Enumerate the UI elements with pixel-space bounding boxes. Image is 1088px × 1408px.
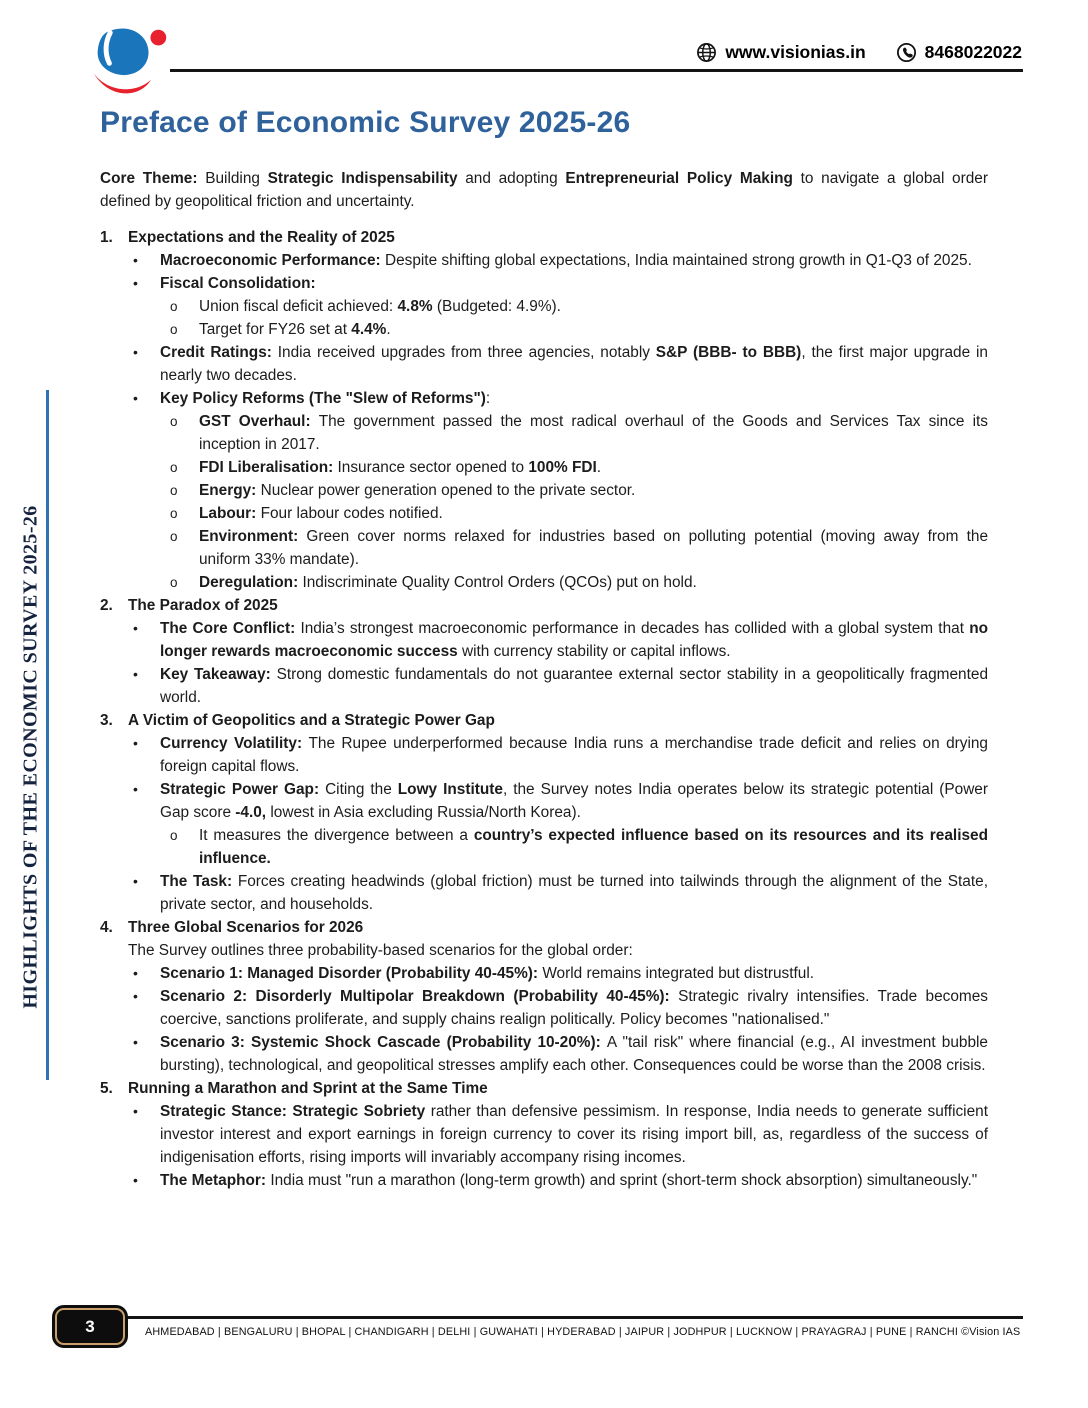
bullet-marker: • xyxy=(133,666,138,682)
list-item xyxy=(100,410,988,456)
core-theme-paragraph xyxy=(100,167,988,213)
circle-marker: o xyxy=(170,460,178,475)
list-item xyxy=(100,571,988,594)
bold-text-run: 4.4% xyxy=(351,321,387,338)
bold-text-run: GST Overhaul: xyxy=(199,413,319,430)
phone-icon xyxy=(896,42,917,63)
list-item xyxy=(100,617,988,663)
bold-text-run: 4.8% xyxy=(397,298,433,315)
list-item-text xyxy=(160,1103,988,1166)
text-run: Target for FY26 set at xyxy=(199,321,352,338)
text-run: lowest in Asia excluding Russia/North Korea). xyxy=(266,804,581,821)
list-item-text xyxy=(160,988,988,1028)
header-divider xyxy=(170,69,1023,72)
bold-text-run: Entrepreneurial Policy Making xyxy=(565,170,793,187)
page-number: 3 xyxy=(85,1316,95,1336)
bold-text-run: Environment: xyxy=(199,528,307,545)
text-run: . xyxy=(386,321,391,338)
page-number-badge xyxy=(55,1308,125,1345)
text-run: India received upgrades from three agencies, notably xyxy=(277,344,656,361)
list-item-text xyxy=(160,344,988,384)
section-heading xyxy=(100,1077,988,1100)
content-sections xyxy=(100,226,988,1192)
circle-marker: o xyxy=(170,529,178,544)
bullet-marker: • xyxy=(133,735,138,751)
list-item-text xyxy=(199,413,988,453)
list-item xyxy=(100,663,988,709)
bold-text-run: Macroeconomic Performance: xyxy=(160,252,385,269)
text-run: Insurance sector opened to xyxy=(337,459,529,476)
text-run: (Budgeted: 4.9%). xyxy=(432,298,561,315)
bold-text-run: Strategic Power Gap: xyxy=(160,781,326,798)
text-run: Nuclear power generation opened to the private sector. xyxy=(260,482,636,499)
bold-text-run: no longer rewards macroeconomic success xyxy=(160,620,988,660)
bullet-marker: • xyxy=(133,275,138,291)
list-item xyxy=(100,387,988,410)
footer-city-list: AHMEDABAD | BENGALURU | BHOPAL | CHANDIGARH | DELHI | GUWAHATI | HYDERABAD | JAIPUR | JODHPUR | LUCKNOW | PRAYAGRAJ | PUNE | RANCHI xyxy=(145,1326,958,1338)
list-item xyxy=(100,249,988,272)
text-run: The Rupee underperformed because India runs a merchandise trade deficit and relies on drying foreign capital flows. xyxy=(160,735,988,775)
text-run: Union fiscal deficit achieved: xyxy=(199,298,398,315)
circle-marker: o xyxy=(170,828,178,843)
text-run: It measures the divergence between a xyxy=(199,827,474,844)
text-run: India’s strongest macroeconomic performance in decades has collided with a global system that xyxy=(300,620,970,637)
list-item-text xyxy=(199,298,561,315)
list-item-text xyxy=(128,942,633,959)
bold-text-run: Scenario 1: Managed Disorder (Probability 40-45%): xyxy=(160,965,543,982)
section-title: The Paradox of 2025 xyxy=(128,597,278,614)
bold-text-run: FDI Liberalisation: xyxy=(199,459,338,476)
text-run: India must "run a marathon (long-term growth) and sprint (short-term shock absorption) simultaneously." xyxy=(270,1172,978,1189)
header-contacts xyxy=(696,42,1022,63)
text-run: Indiscriminate Quality Control Orders (QCOs) put on hold. xyxy=(302,574,697,591)
list-item xyxy=(100,502,988,525)
list-item-text xyxy=(160,873,988,913)
circle-marker: o xyxy=(170,322,178,337)
bullet-marker: • xyxy=(133,252,138,268)
list-item xyxy=(100,341,988,387)
bullet-marker: • xyxy=(133,781,138,797)
list-item xyxy=(100,1169,988,1192)
website-link[interactable]: www.visionias.in xyxy=(725,42,866,62)
bullet-marker: • xyxy=(133,344,138,360)
section-heading xyxy=(100,916,988,939)
bold-text-run: Credit Ratings: xyxy=(160,344,278,361)
list-item-text xyxy=(199,505,443,522)
list-item xyxy=(100,456,988,479)
list-item-text xyxy=(199,321,391,338)
bold-text-run: Deregulation: xyxy=(199,574,303,591)
circle-marker: o xyxy=(170,575,178,590)
text-run: Despite shifting global expectations, India maintained strong growth in Q1-Q3 of 2025. xyxy=(384,252,972,269)
text-run: to navigate a global order defined by geopolitical friction and uncertainty. xyxy=(100,170,988,210)
section-number: 2. xyxy=(100,597,113,614)
bold-text-run: Strategic Indispensability xyxy=(267,170,458,187)
footer-cities xyxy=(145,1326,1023,1338)
section-title: Running a Marathon and Sprint at the Same Time xyxy=(128,1080,488,1097)
list-item-text xyxy=(160,390,490,407)
bullet-marker: • xyxy=(133,873,138,889)
sidebar-vertical-title: HIGHLIGHTS OF THE ECONOMIC SURVEY 2025-26 xyxy=(19,505,42,1009)
list-item-text xyxy=(160,1034,988,1074)
visionias-logo xyxy=(82,26,170,94)
bold-text-run: The Metaphor: xyxy=(160,1172,271,1189)
page-title: Preface of Economic Survey 2025-26 xyxy=(100,106,631,139)
list-item-text xyxy=(199,482,635,499)
bold-text-run: 100% FDI xyxy=(528,459,597,476)
text-run: , the Survey notes India operates below its strategic potential (Power Gap score xyxy=(160,781,988,821)
text-run: , the first major upgrade in nearly two decades. xyxy=(160,344,988,384)
copyright: ©Vision IAS xyxy=(961,1326,1021,1338)
phone-item xyxy=(896,42,1022,63)
section-number: 4. xyxy=(100,919,113,936)
bold-text-run: Strategic Stance: Strategic Sobriety xyxy=(160,1103,431,1120)
section-heading xyxy=(100,226,988,249)
document-content xyxy=(100,167,988,1192)
bold-text-run: The Core Conflict: xyxy=(160,620,301,637)
website-item xyxy=(696,42,865,63)
list-item-text xyxy=(160,620,988,660)
section-title: Expectations and the Reality of 2025 xyxy=(128,229,395,246)
section-heading xyxy=(100,594,988,617)
bold-text-run: Core Theme: xyxy=(100,170,206,187)
text-run: and adopting xyxy=(457,170,566,187)
footer-divider xyxy=(118,1316,1023,1319)
section-title: A Victim of Geopolitics and a Strategic Power Gap xyxy=(128,712,495,729)
bold-text-run: Key Takeaway: xyxy=(160,666,277,683)
text-run: Strategic rivalry intensifies. Trade becomes coercive, sanctions proliferate, and supply chains realign politically. Policy becomes "nationalised." xyxy=(160,988,988,1028)
bold-text-run: S&P (BBB- to BBB) xyxy=(655,344,802,361)
list-item xyxy=(100,985,988,1031)
list-item xyxy=(100,525,988,571)
text-run: The Survey outlines three probability-based scenarios for the global order: xyxy=(128,942,633,959)
section-heading xyxy=(100,709,988,732)
list-item xyxy=(100,479,988,502)
text-run: Building xyxy=(205,170,268,187)
list-item xyxy=(100,1031,988,1077)
bullet-marker: • xyxy=(133,1172,138,1188)
text-run: rather than defensive pessimism. In response, India needs to generate sufficient investor interest and export earnings in foreign currency to cover its rising import bill, as, regardless of the success of indigenisation efforts, rising imports will invariably accompany rising incomes. xyxy=(160,1103,988,1166)
bullet-marker: • xyxy=(133,1034,138,1050)
bold-text-run: country’s expected influence based on its resources and its realised influence. xyxy=(199,827,988,867)
list-item xyxy=(100,295,988,318)
bold-text-run: Scenario 2: Disorderly Multipolar Breakdown (Probability 40-45%): xyxy=(160,988,679,1005)
list-item xyxy=(100,272,988,295)
visionias-logo-graphic xyxy=(82,26,170,94)
text-run: with currency stability or capital inflows. xyxy=(457,643,731,660)
text-run: A "tail risk" where financial (e.g., AI investment bubble bursting), technological, and geopolitical stresses amplify each other. Consequences could be worse than the 2008 crisis. xyxy=(160,1034,988,1074)
list-item-text xyxy=(160,735,988,775)
list-item-text xyxy=(160,1172,977,1189)
list-item xyxy=(100,870,988,916)
text-run: . xyxy=(596,459,602,476)
bullet-marker: • xyxy=(133,620,138,636)
bold-text-run: Scenario 3: Systemic Shock Cascade (Probability 10-20%): xyxy=(160,1034,607,1051)
list-item xyxy=(100,778,988,824)
text-run: The government passed the most radical overhaul of the Goods and Services Tax since its inception in 2017. xyxy=(199,413,988,453)
circle-marker: o xyxy=(170,506,178,521)
text-run: Citing the xyxy=(325,781,398,798)
bold-text-run: -4.0, xyxy=(235,804,267,821)
list-item xyxy=(100,824,988,870)
text-run: Four labour codes notified. xyxy=(260,505,443,522)
list-item-text xyxy=(160,252,972,269)
circle-marker: o xyxy=(170,414,178,429)
list-item-text xyxy=(199,574,697,591)
text-run: : xyxy=(485,390,491,407)
bullet-marker: • xyxy=(133,965,138,981)
list-item-text xyxy=(199,528,988,568)
bold-text-run: Currency Volatility: xyxy=(160,735,309,752)
section-title: Three Global Scenarios for 2026 xyxy=(128,919,364,936)
circle-marker: o xyxy=(170,483,178,498)
bullet-marker: • xyxy=(133,390,138,406)
bold-text-run: Fiscal Consolidation: xyxy=(160,275,316,292)
text-run: Green cover norms relaxed for industries based on polluting potential (moving away from the uniform 33% mandate). xyxy=(199,528,989,568)
list-item-text xyxy=(160,781,988,821)
section-intro xyxy=(100,939,988,962)
section-number: 1. xyxy=(100,229,113,246)
globe-icon xyxy=(696,42,717,63)
bold-text-run: Energy: xyxy=(199,482,261,499)
bold-text-run: The Task: xyxy=(160,873,238,890)
text-run: Forces creating headwinds (global friction) must be turned into tailwinds through the alignment of the State, private sector, and households. xyxy=(160,873,988,913)
bullet-marker: • xyxy=(133,1103,138,1119)
list-item-text xyxy=(199,827,988,867)
phone-number: 8468022022 xyxy=(924,42,1022,62)
bold-text-run: Key Policy Reforms (The "Slew of Reforms") xyxy=(160,390,486,407)
list-item-text xyxy=(160,275,316,292)
circle-marker: o xyxy=(170,299,178,314)
bold-text-run: Labour: xyxy=(199,505,261,522)
list-item-text xyxy=(160,965,814,982)
list-item xyxy=(100,318,988,341)
section-number: 3. xyxy=(100,712,113,729)
text-run: World remains integrated but distrustful. xyxy=(542,965,815,982)
list-item xyxy=(100,1100,988,1169)
list-item xyxy=(100,962,988,985)
bullet-marker: • xyxy=(133,988,138,1004)
bold-text-run: Lowy Institute xyxy=(397,781,503,798)
list-item xyxy=(100,732,988,778)
section-number: 5. xyxy=(100,1080,113,1097)
list-item-text xyxy=(160,666,988,706)
list-item-text xyxy=(199,459,601,476)
text-run: Strong domestic fundamentals do not guarantee external sector stability in a geopolitically fragmented world. xyxy=(160,666,988,706)
sidebar-divider-line xyxy=(46,390,49,1080)
